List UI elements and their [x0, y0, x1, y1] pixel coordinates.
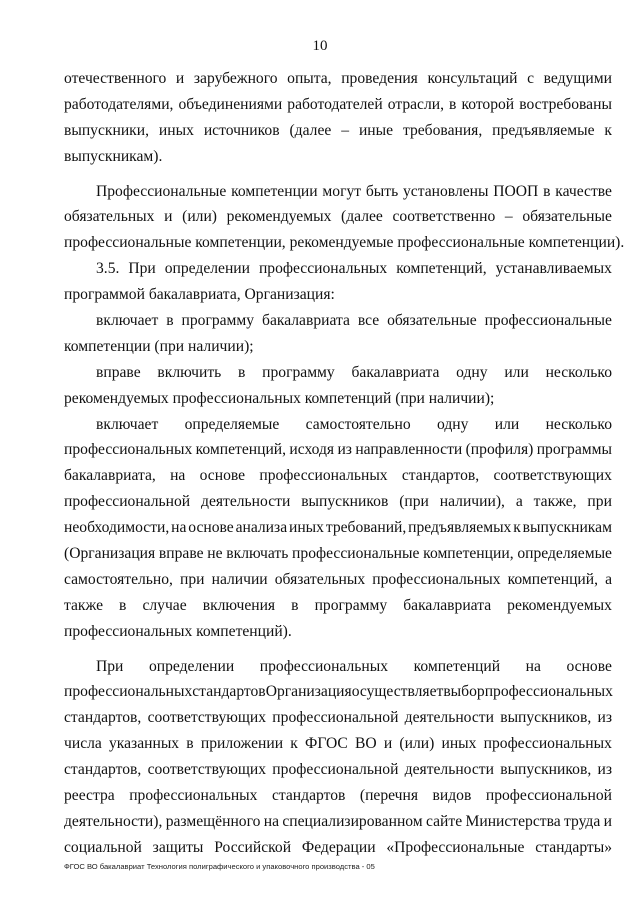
word: в	[119, 596, 127, 614]
word: числа	[64, 735, 102, 753]
word: бакалавриата	[403, 596, 492, 614]
word: из	[597, 709, 612, 727]
text-line	[64, 541, 612, 567]
word: вправе	[158, 545, 204, 563]
word: профессиональных	[372, 570, 501, 588]
text-line	[64, 515, 612, 541]
word: обязательные	[522, 208, 612, 226]
word: при	[180, 570, 205, 588]
word: несколько	[545, 363, 612, 381]
word: ведущими	[543, 70, 612, 87]
word: а	[515, 493, 523, 511]
word: отечественного	[64, 70, 167, 87]
word: иные	[358, 121, 394, 139]
paragraph-gap	[64, 645, 612, 654]
word: При	[128, 260, 156, 278]
word: определении	[148, 657, 235, 675]
word: Федерации	[301, 838, 376, 856]
word: Организация	[265, 683, 352, 701]
word: в	[543, 182, 551, 200]
word: компетенции,	[423, 545, 514, 563]
word: и	[383, 735, 393, 753]
word: из	[337, 441, 352, 459]
word: могут	[322, 182, 362, 200]
word: все	[357, 312, 380, 330]
word: отрасли,	[387, 95, 444, 113]
word: наличии	[211, 570, 268, 588]
word: бакалавриата	[351, 363, 440, 381]
word: не	[207, 545, 223, 563]
word: (профиля)	[465, 441, 534, 459]
word: иных	[158, 121, 194, 139]
word: ФГОС	[305, 735, 348, 753]
word: 3.5.	[96, 260, 120, 278]
word: ПООП	[493, 182, 539, 200]
word: также	[64, 596, 103, 614]
word: реестра	[64, 787, 115, 805]
word: требований,	[325, 519, 407, 537]
word: качестве	[555, 182, 612, 200]
word: несколько	[545, 415, 612, 433]
word: в	[238, 363, 246, 381]
text-line	[64, 308, 612, 334]
word: объединениями	[178, 95, 283, 113]
word: на	[525, 657, 541, 675]
word: программу	[181, 312, 255, 330]
word: необходимости,	[64, 519, 170, 537]
word: также,	[533, 493, 577, 511]
word: компетенций,	[507, 570, 599, 588]
word: профессиональных	[483, 735, 612, 753]
word: сайте	[426, 812, 463, 830]
text-line	[64, 705, 612, 731]
word: соответствующих	[493, 467, 612, 485]
word: анализа	[235, 519, 288, 537]
word: в	[291, 596, 299, 614]
word: самостоятельно,	[64, 570, 173, 588]
word: –	[504, 208, 513, 226]
word: исходя	[289, 441, 335, 459]
word: устанавливаемых	[495, 260, 612, 278]
word: одну	[436, 415, 469, 433]
word: определяемые	[184, 415, 280, 433]
word: компетенции	[231, 182, 318, 200]
word: (далее	[289, 121, 332, 139]
word: в	[186, 735, 194, 753]
word: работодателями,	[64, 95, 174, 113]
word: профессиональной	[64, 493, 191, 511]
word: (или)	[182, 208, 217, 226]
word: и	[603, 812, 612, 830]
text-line: выпускникам).	[64, 147, 163, 165]
word: предъявляемые	[492, 121, 595, 139]
text-line	[64, 256, 612, 282]
word: профессиональных	[484, 683, 613, 701]
word: компетенций	[413, 657, 501, 675]
text-line: профессиональных компетенций).	[64, 622, 292, 640]
word: включает	[96, 415, 159, 433]
word: требования,	[402, 121, 483, 139]
word: соответствующих	[147, 709, 267, 727]
word: выбор	[443, 683, 485, 701]
word: вправе	[96, 363, 141, 381]
word: деятельности	[404, 709, 494, 727]
text-line	[64, 92, 612, 118]
word: стандартов	[271, 787, 346, 805]
text-line	[64, 654, 612, 680]
word: соответственно	[392, 208, 496, 226]
word: а	[605, 570, 612, 588]
word: рекомендуемых	[507, 596, 612, 614]
word: на	[170, 467, 186, 485]
word: включить	[157, 363, 222, 381]
word: направленности	[355, 441, 463, 459]
word: (далее	[341, 208, 383, 226]
word: опыта,	[287, 70, 332, 87]
word: из	[597, 761, 612, 779]
word: (при	[399, 493, 429, 511]
word: стандартов,	[401, 467, 480, 485]
word: осуществляет	[351, 683, 444, 701]
word: приложении	[200, 735, 284, 753]
word: включения	[202, 596, 276, 614]
word: видов	[432, 787, 472, 805]
word: специализированном	[282, 812, 423, 830]
word: указанных	[109, 735, 180, 753]
word: размещённого	[165, 812, 261, 830]
word: наличии),	[439, 493, 505, 511]
word: бакалавриата	[262, 312, 350, 330]
text-line: компетенции (при наличии);	[64, 337, 254, 355]
word: определении	[164, 260, 250, 278]
page-footer: ФГОС ВО бакалавриат Технология полиграфического и упаковочного производства - 05	[64, 862, 375, 871]
text-line	[64, 567, 612, 593]
word: случае	[142, 596, 187, 614]
word: ВО	[355, 735, 377, 753]
text-line: профессиональные компетенции, рекомендуемые профессиональные компетенции).	[64, 234, 625, 252]
word: профессиональные	[292, 545, 420, 563]
text-line	[64, 731, 612, 757]
word: работодателей	[287, 95, 383, 113]
word: стандартов	[192, 683, 266, 701]
word: профессиональных	[129, 787, 258, 805]
word: Профессиональные	[96, 182, 227, 200]
text-line	[64, 204, 612, 230]
text-line	[64, 593, 612, 619]
text-line	[64, 757, 612, 783]
word: которой	[461, 95, 515, 113]
text-line	[64, 809, 612, 835]
text-line	[64, 179, 612, 205]
word: или	[494, 415, 520, 433]
text-line	[64, 118, 612, 144]
word: профессиональных	[259, 657, 389, 675]
text-line	[64, 463, 612, 489]
word: и	[175, 70, 185, 87]
word: стандартов,	[64, 761, 142, 779]
word: профессиональных	[64, 683, 193, 701]
word: проведения	[341, 70, 418, 87]
word: определяемые	[517, 545, 612, 563]
word: с	[527, 70, 535, 87]
word: при	[587, 493, 612, 511]
word: к	[604, 121, 612, 139]
word: обязательные	[387, 312, 477, 330]
text-line: программой бакалавриата, Организация:	[64, 286, 335, 304]
word: востребованы	[519, 95, 612, 113]
word: иных	[441, 735, 477, 753]
text-line	[64, 66, 612, 92]
word: включает	[96, 312, 159, 330]
text-line	[64, 783, 612, 809]
word: программы	[536, 441, 612, 459]
word: в	[449, 95, 457, 113]
word: основе	[199, 467, 246, 485]
text-line	[64, 679, 612, 705]
word: в	[166, 312, 174, 330]
word: обязательных	[64, 208, 155, 226]
text-line	[64, 360, 612, 386]
word: на	[263, 812, 280, 830]
word: рекомендуемых	[226, 208, 332, 226]
word: выпускники,	[64, 121, 149, 139]
word: «Профессиональные	[386, 838, 525, 856]
word: бакалавриата,	[64, 467, 156, 485]
word: на	[171, 519, 187, 537]
word: консультаций	[427, 70, 518, 87]
paragraph-gap	[64, 170, 612, 179]
word: профессиональные	[484, 312, 612, 330]
body-text	[64, 66, 625, 861]
word: профессиональных	[259, 467, 388, 485]
word: деятельности),	[64, 812, 163, 830]
word: включать	[226, 545, 289, 563]
page-number: 10	[312, 38, 328, 54]
word: компетенций,	[396, 260, 487, 278]
word: соответствующих	[147, 761, 267, 779]
word: к	[513, 519, 521, 537]
word: профессиональной	[485, 787, 612, 805]
word: социальной	[64, 838, 142, 856]
word: выпускникам	[522, 519, 612, 537]
word: –	[341, 121, 350, 139]
word: (Организация	[64, 545, 156, 563]
word: защиты	[152, 838, 204, 856]
text-line	[64, 437, 612, 463]
word: установлены	[403, 182, 489, 200]
word: основе	[566, 657, 612, 675]
word: обязательных	[274, 570, 366, 588]
word: программу	[314, 596, 388, 614]
text-line	[64, 412, 612, 438]
word: При	[96, 657, 124, 675]
word: выпускников,	[500, 761, 592, 779]
word: Министерства	[465, 812, 561, 830]
word: одну	[456, 363, 488, 381]
word: самостоятельно	[305, 415, 411, 433]
word: источников	[203, 121, 280, 139]
word: выпускников,	[500, 709, 592, 727]
word: и	[164, 208, 173, 226]
word: профессиональных	[64, 441, 193, 459]
word: иных	[288, 519, 324, 537]
word: быть	[365, 182, 399, 200]
word: профессиональной	[272, 709, 399, 727]
text-line	[64, 835, 612, 861]
word: программу	[262, 363, 335, 381]
word: зарубежного	[193, 70, 278, 87]
word: профессиональной	[272, 761, 399, 779]
word: Российской	[214, 838, 292, 856]
word: профессиональных	[258, 260, 388, 278]
word: (или)	[399, 735, 435, 753]
text-line	[64, 489, 612, 515]
word: или	[504, 363, 529, 381]
word: предъявляемых	[408, 519, 512, 537]
word: стандартов,	[64, 709, 142, 727]
word: стандарты»	[535, 838, 612, 856]
text-line: рекомендуемых профессиональных компетенций (при наличии);	[64, 389, 495, 407]
word: компетенций,	[195, 441, 287, 459]
word: труда	[564, 812, 601, 830]
word: выпускников	[301, 493, 389, 511]
word: к	[290, 735, 298, 753]
word: деятельности	[404, 761, 494, 779]
word: основе	[188, 519, 234, 537]
word: (перечня	[359, 787, 419, 805]
word: деятельности	[201, 493, 291, 511]
